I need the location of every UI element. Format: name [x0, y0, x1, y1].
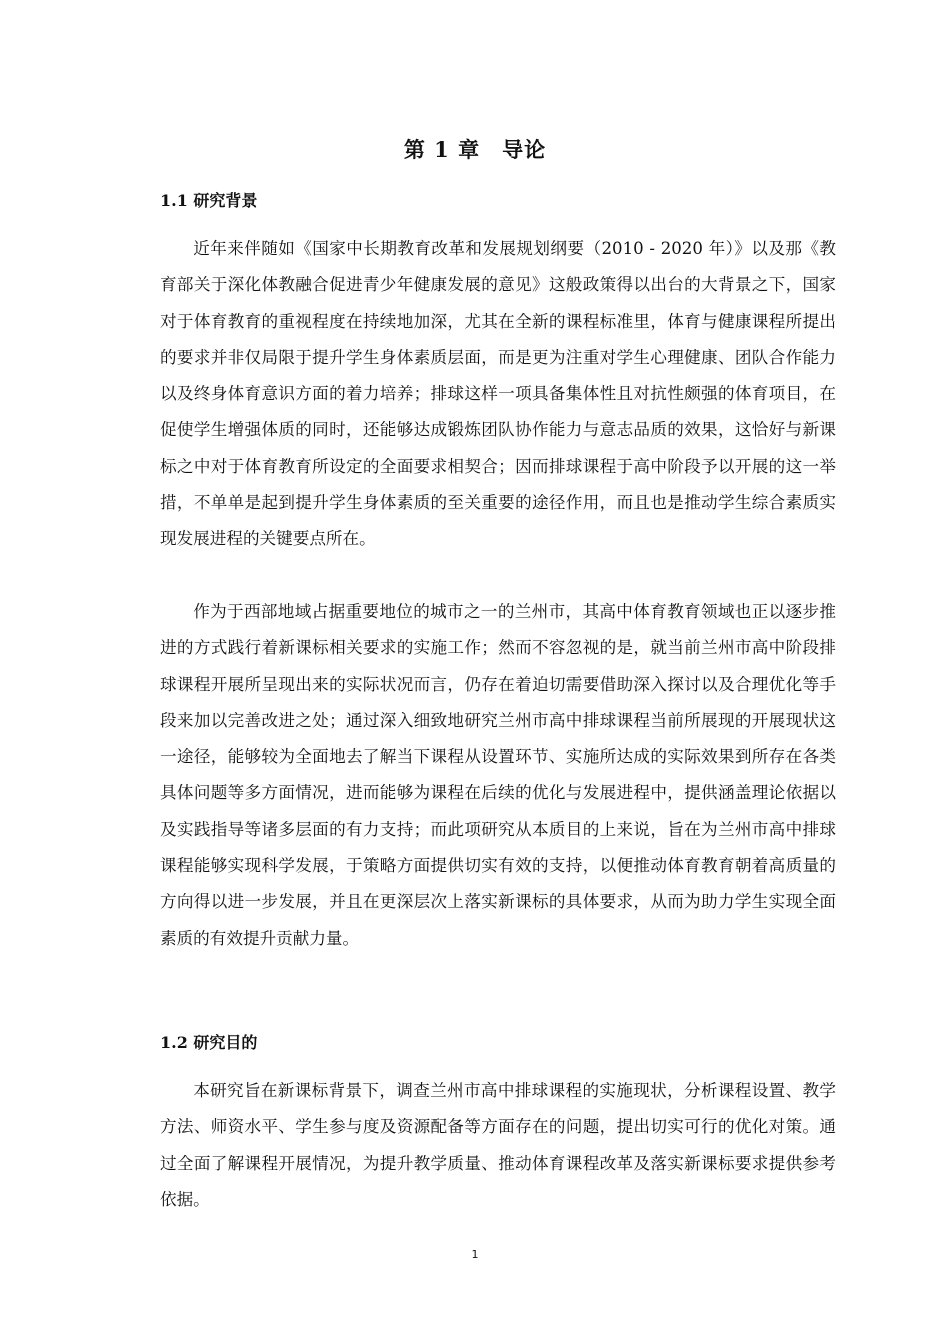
page-number: 1 [471, 1248, 479, 1261]
paragraph-purpose: 本研究旨在新课标背景下，调查兰州市高中排球课程的实施现状，分析课程设置、教学方法、师资水平、学生参与度及资源配备等方面存在的问题，提出切实可行的优化对策。通过全面了解课程开展情况，为提升教学质量、推动体育课程改革及落实新课标要求提供参考依据。 [160, 1081, 836, 1209]
chapter-number: 第 1 章 [403, 137, 481, 162]
paragraph-background-1: 近年来伴随如《国家中长期教育改革和发展规划纲要（2010 - 2020 年）》以及那《教育部关于深化体教融合促进青少年健康发展的意见》这般政策得以出台的大背景之下，国家对于体育教育的重视程度在持续地加深，尤其在全新的课程标准里，体育与健康课程所提出的要求并非仅局限于提升学生身体素质层面，而是更为注重对学生心理健康、团队合作能力以及终身体育意识方面的着力培养；排球这样一项具备集体性且对抗性颇强的体育项目，在促使学生增强体质的同时，还能够达成锻炼团队协作能力与意志品质的效果，这恰好与新课标之中对于体育教育所设定的全面要求相契合；因而排球课程于高中阶段予以开展的这一举措，不单单是起到提升学生身体素质的至关重要的途径作用，而且也是推动学生综合素质实现发展进程的关键要点所在。 [160, 239, 836, 549]
section-heading-background: 1.1 研究背景 [160, 191, 258, 210]
paragraph-background-2: 作为于西部地域占据重要地位的城市之一的兰州市，其高中体育教育领域也正以逐步推进的方式践行着新课标相关要求的实施工作；然而不容忽视的是，就当前兰州市高中阶段排球课程开展所呈现出来的实际状况而言，仍存在着迫切需要借助深入探讨以及合理优化等手段来加以完善改进之处；通过深入细致地研究兰州市高中排球课程当前所展现的开展现状这一途径，能够较为全面地去了解当下课程从设置环节、实施所达成的实际效果到所存在各类具体问题等多方面情况，进而能够为课程在后续的优化与发展进程中，提供涵盖理论依据以及实践指导等诸多层面的有力支持；而此项研究从本质目的上来说，旨在为兰州市高中排球课程能够实现科学发展，于策略方面提供切实有效的支持，以便推动体育教育朝着高质量的方向得以进一步发展，并且在更深层次上落实新课标的具体要求，从而为助力学生实现全面素质的有效提升贡献力量。 [160, 602, 836, 948]
chapter-title [0, 134, 950, 166]
section-heading-purpose: 1.2 研究目的 [160, 1033, 258, 1052]
chapter-name: 导论 [502, 137, 547, 162]
